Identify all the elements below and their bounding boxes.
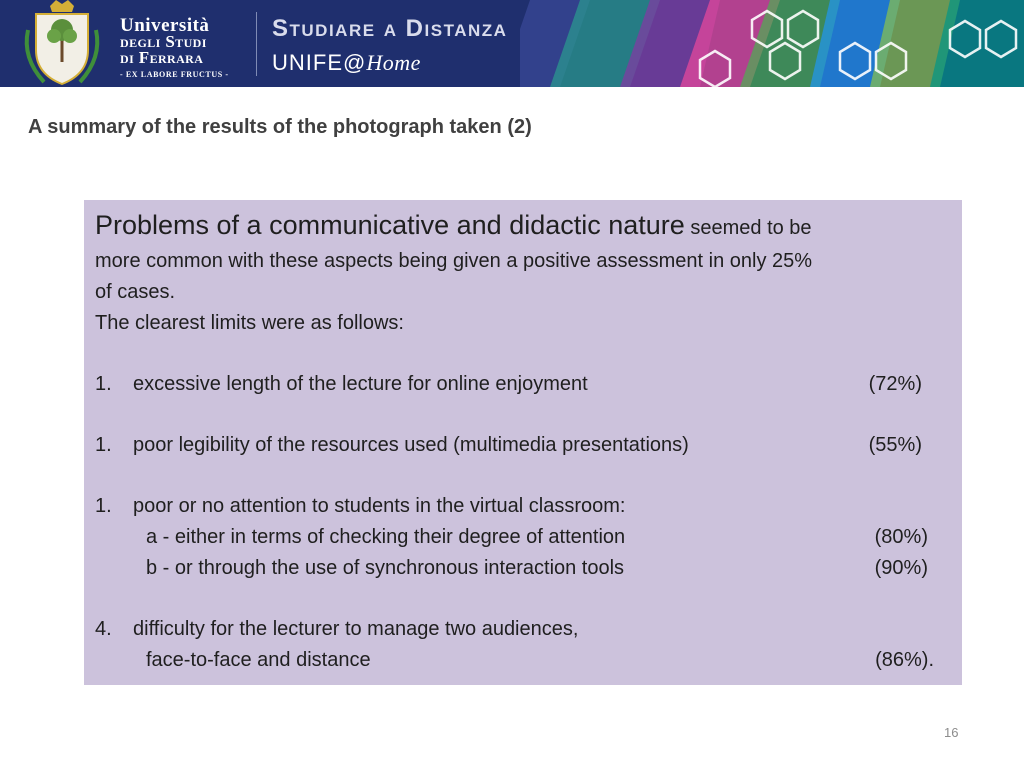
university-line1: Università (120, 15, 210, 36)
university-name (120, 15, 229, 83)
intro-line2: more common with these aspects being given a positive assessment in only 25% (95, 250, 813, 272)
sub-item-text: b - or through the use of synchronous interaction tools (146, 557, 625, 579)
intro-lead: Problems of a communicative and didactic nature (95, 210, 685, 240)
item-number: 4. (95, 618, 112, 640)
university-motto: - EX LABORE FRUCTUS - (120, 70, 229, 79)
intro-rest: seemed to be (684, 217, 812, 239)
item-text: poor or no attention to students in the virtual classroom: (133, 495, 626, 517)
item-number: 1. (95, 434, 112, 456)
unife-home: Home (366, 50, 421, 75)
unife-prefix: UNIFE@ (272, 50, 367, 75)
item-value: (55%) (868, 434, 922, 456)
sub-item-value: (90%) (874, 557, 928, 579)
item-number: 1. (95, 373, 112, 395)
item-number: 1. (95, 495, 112, 517)
header-divider (256, 12, 257, 76)
university-line2: degli Studi (120, 32, 207, 51)
sub-item-value: (80%) (874, 526, 928, 548)
university-crest-icon (14, 0, 110, 87)
university-line3: di Ferrara (120, 48, 204, 67)
item-text: excessive length of the lecture for online enjoyment (133, 373, 588, 395)
intro-line3: of cases. (95, 281, 176, 303)
sub-item-text: a - either in terms of checking their degree of attention (146, 526, 626, 548)
sub-item-value: (86%). (875, 649, 934, 671)
header-banner (0, 0, 1024, 87)
summary-content-box (84, 200, 962, 685)
item-value: (72%) (868, 373, 922, 395)
item-text: difficulty for the lecturer to manage two audiences, (133, 618, 579, 640)
item-text: poor legibility of the resources used (multimedia presentations) (133, 434, 689, 456)
page-title: A summary of the results of the photograph taken (2) (28, 116, 532, 138)
hexagon-pattern-decoration (520, 0, 1024, 87)
unife-home-label (272, 50, 421, 76)
program-title: Studiare a Distanza (272, 15, 508, 42)
intro-line1 (95, 210, 812, 241)
sub-item-text: face-to-face and distance (146, 649, 371, 671)
limits-intro: The clearest limits were as follows: (95, 312, 404, 334)
page-number: 16 (944, 725, 959, 740)
